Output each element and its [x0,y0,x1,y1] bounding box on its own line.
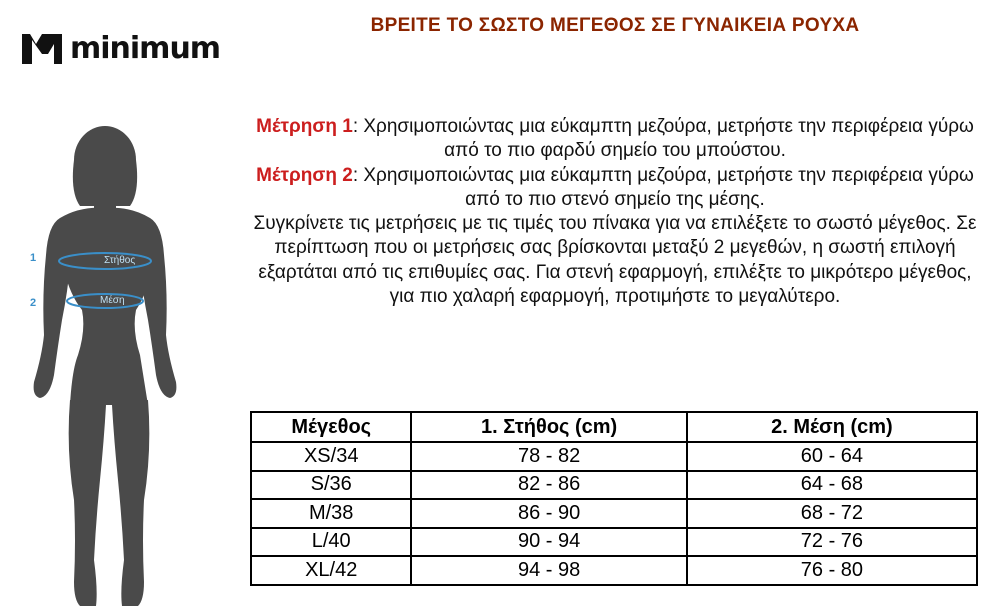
table-header-row [251,412,977,442]
cell-size: XS/34 [251,442,411,471]
measurement-1-text: : Χρησιμοποιώντας μια εύκαμπτη μεζούρα, μετρήστε την περιφέρεια γύρω από το πιο φαρδύ σημείο του μπούστου. [352,116,974,162]
marker-2: 2 [30,297,37,309]
header-waist: 2. Μέση (cm) [687,412,977,442]
cell-bust: 78 - 82 [411,442,686,471]
cell-size: L/40 [251,528,411,557]
measurement-instructions [250,115,980,309]
cell-waist: 72 - 76 [687,528,977,557]
cell-bust: 90 - 94 [411,528,686,557]
cell-size: S/36 [251,471,411,500]
cell-waist: 64 - 68 [687,471,977,500]
body-silhouette [20,120,210,616]
size-chart-table [250,411,978,586]
cell-bust: 82 - 86 [411,471,686,500]
table-row [251,556,977,585]
minimum-logo-icon [20,32,64,66]
page-title: ΒΡΕΙΤΕ ΤΟ ΣΩΣΤΟ ΜΕΓΕΘΟΣ ΣΕ ΓΥΝΑΙΚΕΙΑ ΡΟΥΧΑ [370,15,860,36]
table-row [251,528,977,557]
instructions-body: Συγκρίνετε τις μετρήσεις με τις τιμές του πίνακα για να επιλέξετε το σωστό μέγεθος. Σε περίπτωση που οι μετρήσεις σας βρίσκονται μεταξύ 2 μεγεθών, η σωστή επιλογή εξαρτάται από τις επιθυμίες σας. Για στενή εφαρμογή, επιλέξτε το μικρότερο μέγεθος, για πιο χαλαρή εφαρμογή, προτιμήστε το μεγαλύτερο. [253,213,977,308]
measurement-1-label: Μέτρηση 1 [256,116,353,137]
measurement-2-label: Μέτρηση 2 [256,164,353,186]
table-row [251,471,977,500]
cell-bust: 94 - 98 [411,556,686,585]
cell-waist: 76 - 80 [687,556,977,585]
table-row [251,442,977,471]
label-bust: Στήθος [104,255,136,266]
cell-waist: 60 - 64 [687,442,977,471]
table-row [251,499,977,528]
marker-1: 1 [30,252,37,264]
cell-bust: 86 - 90 [411,499,686,528]
cell-size: M/38 [251,499,411,528]
brand-logo [20,32,220,66]
measurement-2-text: : Χρησιμοποιώντας μια εύκαμπτη μεζούρα, μετρήστε την περιφέρεια γύρω από το πιο στενό σημείο της μέσης. [352,164,974,210]
brand-name: minimum [70,31,221,66]
woman-silhouette-icon [34,126,177,606]
label-waist: Μέση [100,295,125,306]
cell-size: XL/42 [251,556,411,585]
cell-waist: 68 - 72 [687,499,977,528]
header-size: Μέγεθος [251,412,411,442]
header-bust: 1. Στήθος (cm) [411,412,686,442]
